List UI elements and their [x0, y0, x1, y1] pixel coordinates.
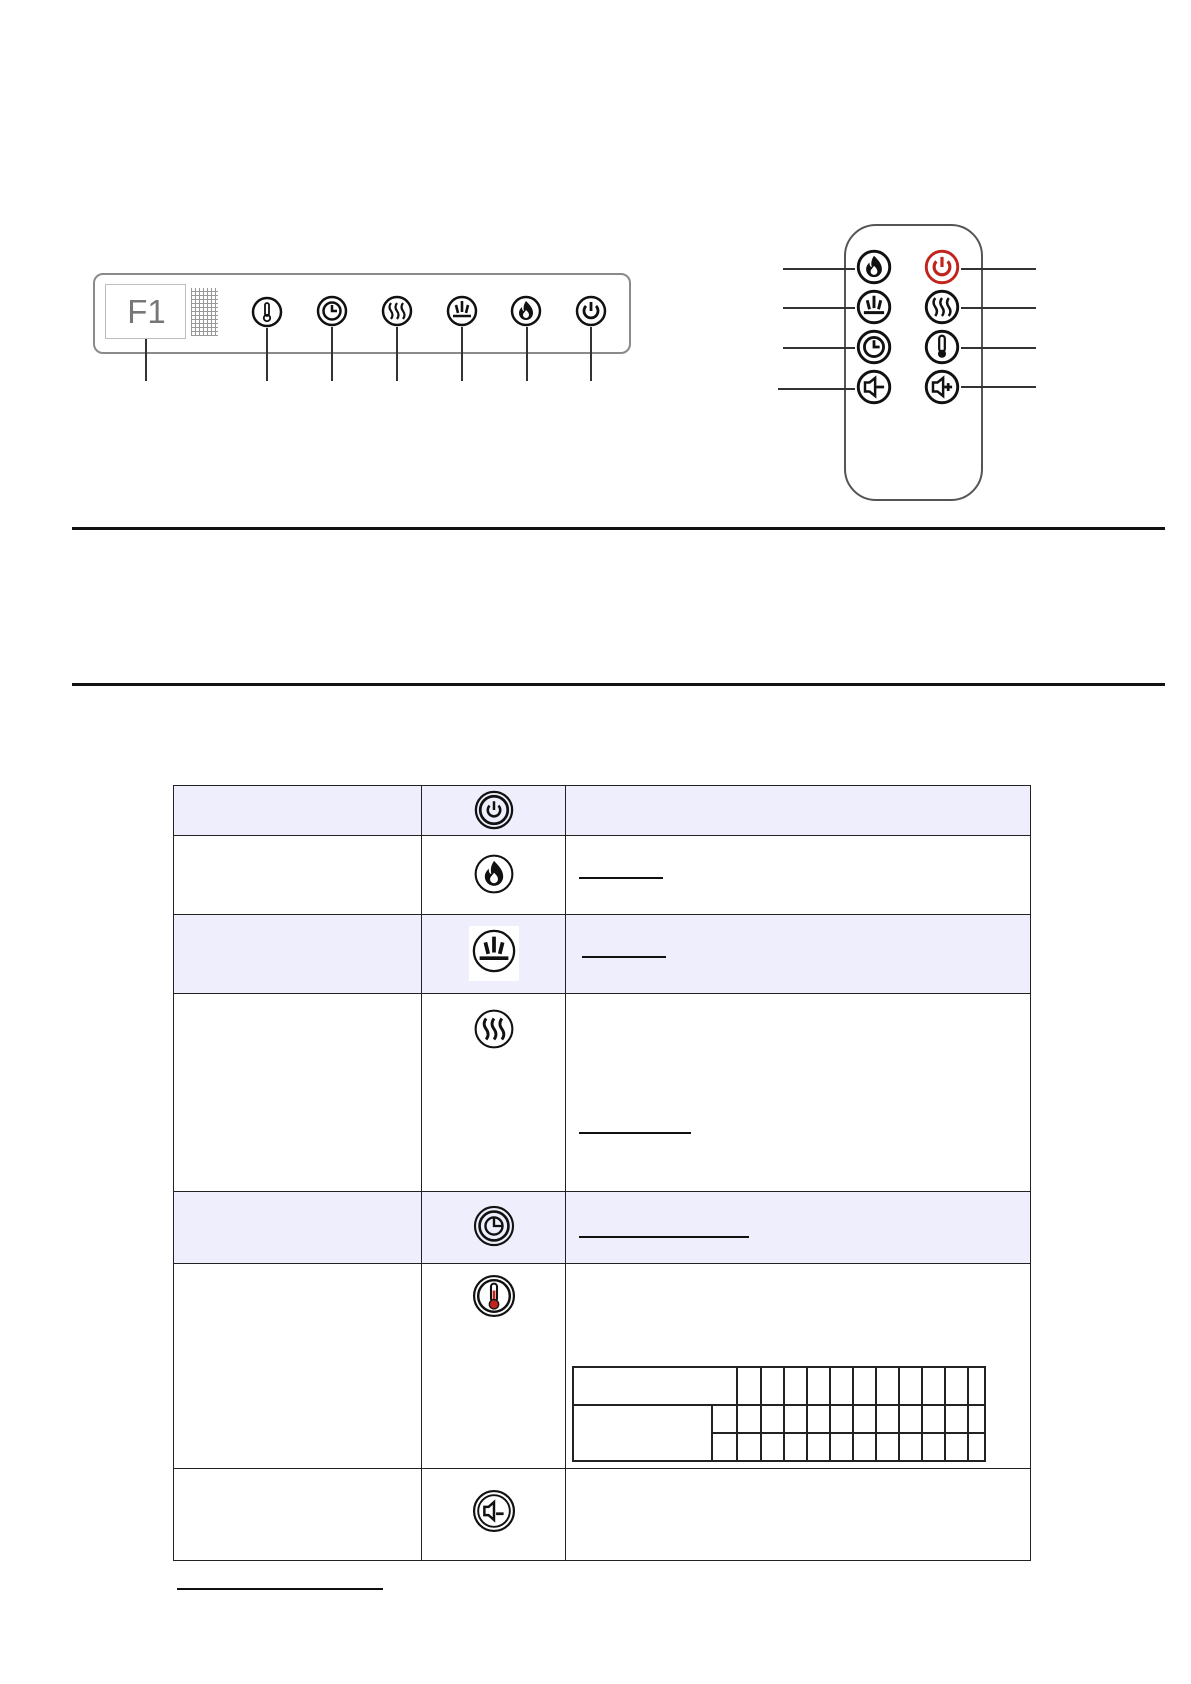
function-name-cell — [174, 1192, 422, 1264]
function-name-cell — [174, 786, 422, 836]
function-name-cell — [174, 1264, 422, 1469]
ember-bed-icon[interactable] — [856, 289, 892, 325]
icon-cell — [422, 915, 566, 994]
underline-mark — [579, 877, 663, 879]
icon-cell — [422, 1264, 566, 1469]
description-cell — [566, 994, 1031, 1192]
description-cell — [566, 1469, 1031, 1561]
table-row — [174, 836, 1031, 915]
led-display — [105, 284, 186, 339]
speaker-plus-icon[interactable] — [924, 369, 960, 405]
heat-waves-icon — [473, 1008, 515, 1055]
icon-cell — [422, 1469, 566, 1561]
heat-waves-icon[interactable] — [381, 295, 413, 327]
leader-line — [266, 328, 268, 381]
icon-cell — [422, 994, 566, 1192]
icon-cell — [422, 1192, 566, 1264]
leader-line — [331, 327, 333, 381]
leader-line — [961, 307, 1036, 309]
power-icon[interactable] — [924, 249, 960, 285]
leader-line — [783, 268, 855, 270]
timer-icon[interactable] — [316, 295, 348, 327]
thermometer-icon[interactable] — [251, 296, 283, 328]
icon-cell — [422, 786, 566, 836]
description-cell — [566, 915, 1031, 994]
leader-line — [396, 327, 398, 381]
function-name-cell — [174, 836, 422, 915]
underline-mark — [579, 1236, 749, 1238]
table-row — [174, 1192, 1031, 1264]
ember-bed-icon[interactable] — [446, 295, 478, 327]
function-name-cell — [174, 994, 422, 1192]
table-row — [174, 915, 1031, 994]
underline-mark — [582, 956, 666, 958]
power-icon — [474, 790, 514, 835]
leader-line — [145, 339, 147, 381]
section-rule — [72, 683, 1165, 686]
description-cell — [566, 786, 1031, 836]
icon-cell — [422, 836, 566, 915]
flame-icon[interactable] — [856, 249, 892, 285]
thermometer-icon[interactable] — [924, 329, 960, 365]
leader-line — [461, 327, 463, 381]
underline-mark — [579, 1132, 691, 1134]
power-icon[interactable] — [575, 295, 607, 327]
ember-bed-icon — [469, 926, 519, 981]
leader-line — [961, 386, 1036, 388]
thermometer-icon — [472, 1274, 516, 1323]
timer-icon — [473, 1205, 515, 1252]
speaker-minus-icon[interactable] — [856, 369, 892, 405]
flame-icon[interactable] — [510, 295, 542, 327]
table-row — [174, 786, 1031, 836]
table-row — [174, 1469, 1031, 1561]
description-cell — [566, 1192, 1031, 1264]
function-name-cell — [174, 1469, 422, 1561]
section-rule — [72, 527, 1165, 530]
speaker-minus-icon — [472, 1489, 516, 1538]
leader-line — [961, 347, 1036, 349]
heat-waves-icon[interactable] — [924, 289, 960, 325]
display-text: F1 — [127, 293, 166, 330]
timer-icon[interactable] — [856, 329, 892, 365]
flame-icon — [473, 853, 515, 900]
leader-line — [961, 268, 1036, 270]
leader-line — [778, 388, 855, 390]
leader-line — [783, 347, 855, 349]
underline-mark — [177, 1588, 383, 1590]
leader-line — [783, 307, 855, 309]
function-name-cell — [174, 915, 422, 994]
leader-line — [526, 327, 528, 381]
leader-line — [590, 327, 592, 381]
table-row — [174, 994, 1031, 1192]
description-cell — [566, 836, 1031, 915]
temperature-grid — [572, 1366, 986, 1462]
led-dot-grid — [191, 288, 218, 336]
